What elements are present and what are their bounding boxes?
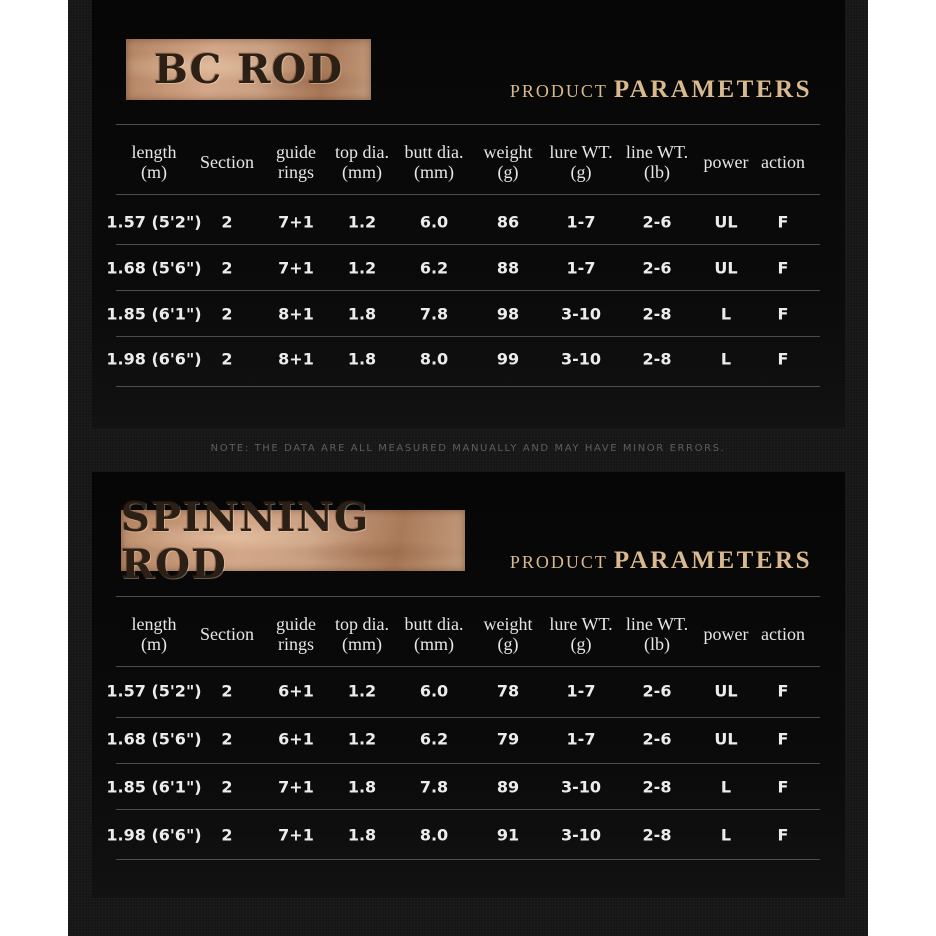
cell-top-dia: 1.2 [347,681,377,701]
col-header-length: length (m) [131,142,177,182]
bc-params-heading [510,76,812,104]
cell-action: F [777,825,789,845]
divider [116,386,820,387]
cell-top-dia: 1.8 [347,349,377,369]
col-header-butt-dia: butt dia. (mm) [404,142,464,182]
cell-section: 2 [221,212,233,232]
cell-weight: 98 [496,304,520,324]
cell-line-wt: 2-6 [642,729,672,749]
spinning-params-heading [510,547,812,575]
cell-weight: 79 [496,729,520,749]
col-header-power: power [703,624,749,644]
col-header-line-wt: line WT. (lb) [625,142,689,182]
cell-length: 1.98 (6'6") [106,825,202,845]
cell-lure-wt: 3-10 [560,825,602,845]
spinning-rod-title: SPINNING ROD [121,493,370,588]
cell-section: 2 [221,349,233,369]
cell-weight: 78 [496,681,520,701]
divider [116,290,820,291]
cell-weight: 99 [496,349,520,369]
cell-length: 1.85 (6'1") [106,304,202,324]
bc-rod-panel [92,0,845,428]
cell-lure-wt: 1-7 [566,729,596,749]
cell-action: F [777,304,789,324]
cell-butt-dia: 7.8 [419,304,449,324]
divider [116,859,820,860]
cell-length: 1.98 (6'6") [106,349,202,369]
col-header-top-dia: top dia. (mm) [335,142,389,182]
col-header-weight: weight (g) [483,142,533,182]
col-header-power: power [703,152,749,172]
bc-rod-title: BC ROD [153,46,344,93]
cell-length: 1.57 (5'2") [106,681,202,701]
col-header-length: length (m) [131,614,177,654]
cell-action: F [777,349,789,369]
cell-length: 1.57 (5'2") [106,212,202,232]
col-header-line-wt: line WT. (lb) [625,614,689,654]
divider [116,124,820,125]
divider [116,244,820,245]
cell-top-dia: 1.8 [347,304,377,324]
col-header-guide-rings: guide rings [276,142,316,182]
cell-length: 1.85 (6'1") [106,777,202,797]
cell-power: UL [714,729,738,749]
cell-butt-dia: 6.0 [419,681,449,701]
cell-power: UL [714,212,738,232]
cell-length: 1.68 (5'6") [106,258,202,278]
cell-power: UL [714,258,738,278]
cell-line-wt: 2-8 [642,777,672,797]
cell-guide-rings: 8+1 [278,349,314,369]
divider [116,666,820,667]
cell-line-wt: 2-8 [642,349,672,369]
col-header-guide-rings: guide rings [276,614,316,654]
divider [116,763,820,764]
cell-line-wt: 2-6 [642,258,672,278]
cell-lure-wt: 1-7 [566,212,596,232]
cell-weight: 89 [496,777,520,797]
cell-lure-wt: 1-7 [566,681,596,701]
cell-line-wt: 2-6 [642,681,672,701]
cell-butt-dia: 7.8 [419,777,449,797]
col-header-section: Section [200,152,254,172]
cell-power: UL [714,681,738,701]
cell-section: 2 [221,304,233,324]
cell-top-dia: 1.8 [347,777,377,797]
col-header-lure-wt: lure WT. (g) [549,614,613,654]
cell-power: L [720,777,732,797]
spinning-rod-panel [92,472,845,898]
cell-line-wt: 2-8 [642,825,672,845]
cell-guide-rings: 8+1 [278,304,314,324]
cell-top-dia: 1.2 [347,258,377,278]
cell-line-wt: 2-8 [642,304,672,324]
cell-guide-rings: 6+1 [278,729,314,749]
bc-rod-title-plaque [126,39,371,100]
cell-power: L [720,349,732,369]
divider [116,596,820,597]
cell-length: 1.68 (5'6") [106,729,202,749]
cell-guide-rings: 7+1 [278,212,314,232]
cell-guide-rings: 7+1 [278,825,314,845]
col-header-section: Section [200,624,254,644]
cell-action: F [777,212,789,232]
cell-top-dia: 1.2 [347,212,377,232]
cell-butt-dia: 8.0 [419,825,449,845]
cell-action: F [777,681,789,701]
cell-butt-dia: 6.0 [419,212,449,232]
params-small-label: PRODUCT [509,552,608,572]
cell-action: F [777,777,789,797]
divider [116,717,820,718]
measurement-note: NOTE: THE DATA ARE ALL MEASURED MANUALLY AND MAY HAVE MINOR ERRORS. [210,443,726,454]
cell-weight: 88 [496,258,520,278]
cell-lure-wt: 3-10 [560,304,602,324]
params-small-label: PRODUCT [509,81,608,101]
spinning-rod-title-plaque [121,493,465,588]
cell-section: 2 [221,777,233,797]
params-big-label: PARAMETERS [613,547,812,574]
divider [116,194,820,195]
cell-power: L [720,304,732,324]
cell-weight: 86 [496,212,520,232]
col-header-weight: weight (g) [483,614,533,654]
cell-power: L [720,825,732,845]
col-header-butt-dia: butt dia. (mm) [404,614,464,654]
cell-butt-dia: 6.2 [419,729,449,749]
cell-guide-rings: 7+1 [278,777,314,797]
cell-weight: 91 [496,825,520,845]
cell-top-dia: 1.8 [347,825,377,845]
cell-top-dia: 1.2 [347,729,377,749]
cell-section: 2 [221,681,233,701]
cell-butt-dia: 6.2 [419,258,449,278]
params-big-label: PARAMETERS [613,76,812,103]
cell-guide-rings: 7+1 [278,258,314,278]
cell-line-wt: 2-6 [642,212,672,232]
col-header-lure-wt: lure WT. (g) [549,142,613,182]
cell-section: 2 [221,729,233,749]
cell-section: 2 [221,825,233,845]
cell-lure-wt: 3-10 [560,349,602,369]
cell-action: F [777,729,789,749]
col-header-action: action [761,152,805,172]
divider [116,809,820,810]
cell-lure-wt: 1-7 [566,258,596,278]
cell-action: F [777,258,789,278]
col-header-action: action [761,624,805,644]
cell-guide-rings: 6+1 [278,681,314,701]
cell-butt-dia: 8.0 [419,349,449,369]
col-header-top-dia: top dia. (mm) [335,614,389,654]
cell-lure-wt: 3-10 [560,777,602,797]
divider [116,336,820,337]
cell-section: 2 [221,258,233,278]
